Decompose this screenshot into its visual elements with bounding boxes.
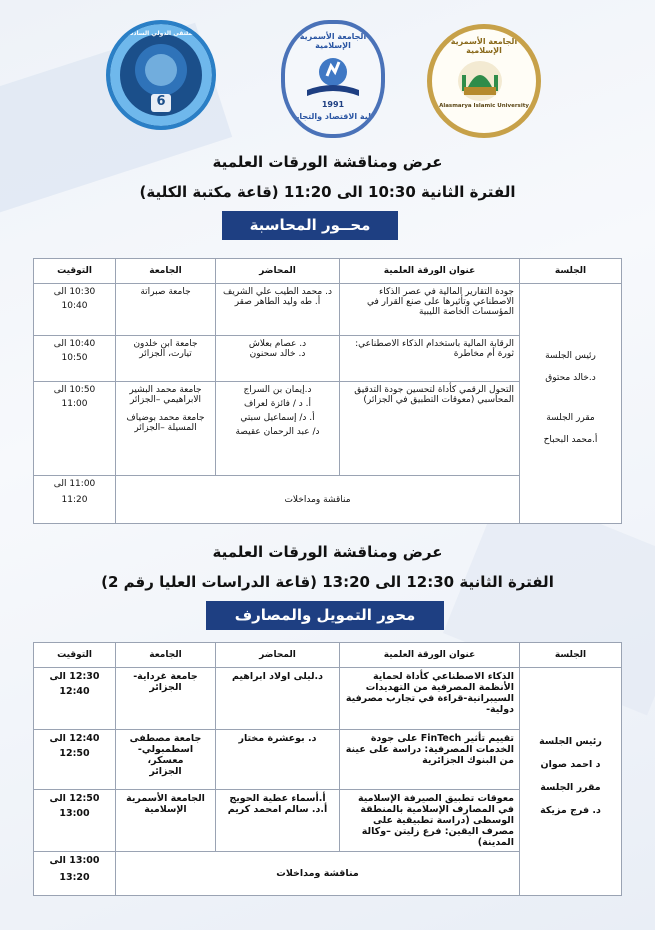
time-end: 11:20: [61, 495, 88, 505]
lecturer-name: أ.د. سالم امحمد كريم: [227, 804, 328, 815]
session-reporter-label: مقرر الجلسة: [546, 412, 595, 423]
university-arc-text: الجامعة الأسمرية الإسلامية: [450, 37, 518, 55]
conference-logo: [106, 20, 216, 130]
university-name: جامعة ابن خلدون: [133, 339, 198, 349]
faculty-year: 1991: [321, 100, 345, 109]
university-name: جامعة صبراتة: [140, 287, 191, 297]
time-start: 11:00 الى: [53, 479, 96, 489]
col-lecturer: المحاضر: [216, 259, 340, 284]
logo-bar: [0, 18, 655, 138]
lecturer-name: د. محمد الطيب علي الشريف: [223, 287, 332, 297]
time-cell: [34, 668, 116, 730]
table-row: [34, 284, 622, 336]
paper-title: الذكاء الاصطناعي كأداة لحماية الأنظمة المصرفية من التهديدات السيبرانية-قراءة في تجارب مصرفية دولية-: [340, 668, 520, 730]
col-time: التوقيت: [34, 643, 116, 668]
time-start: 12:40 الى: [49, 733, 100, 744]
lecturer-name: أ. طه وليد الطاهر صقر: [234, 297, 321, 307]
section2-heading: عرض ومناقشة الورقات العلمية: [212, 543, 443, 561]
time-start: 12:30 الى: [49, 671, 100, 682]
table-row: [34, 668, 622, 730]
university-name: الجزائر: [149, 766, 182, 777]
faculty-arc-text: الجامعة الأسمرية الإسلامية: [299, 32, 367, 50]
table-header-row: [34, 643, 622, 668]
accounting-axis-badge: محــور المحاسبة: [222, 211, 398, 240]
lecturer-cell: [216, 284, 340, 336]
session-reporter: أ.محمد البحباح: [543, 434, 598, 445]
time-cell: [34, 476, 116, 524]
lecturer-cell: [216, 382, 340, 476]
lecturer-name: أ. د / فائزة لعراف: [244, 399, 311, 409]
accounting-schedule-table: [33, 258, 622, 524]
university-cell: [116, 336, 216, 382]
col-university: الجامعة: [116, 643, 216, 668]
lecturer-cell: [216, 336, 340, 382]
university-name: جامعة مصطفى اسطمبولي-معسكر،: [129, 733, 202, 766]
table-header-row: [34, 259, 622, 284]
session-reporter: د. فرج مزيكة: [540, 804, 601, 816]
university-cell: [116, 382, 216, 476]
section2-period: الفترة الثانية 12:30 الى 13:20 (قاعة الدراسات العليا رقم 2): [101, 573, 554, 591]
university-name: الجامعة الأسمرية: [126, 793, 205, 804]
session-cell: [520, 284, 622, 524]
time-end: 10:50: [61, 353, 88, 363]
mosque-icon: [432, 29, 528, 125]
time-end: 11:00: [61, 399, 88, 409]
university-name: الإسلامية: [144, 804, 187, 815]
time-end: 12:50: [59, 748, 90, 759]
session-reporter-label: مقرر الجلسة: [540, 781, 601, 793]
col-title: عنوان الورقة العلمية: [340, 259, 520, 284]
university-name: تيارت، الجزائر: [139, 349, 192, 359]
time-end: 12:40: [59, 686, 90, 697]
university-cell: [116, 790, 216, 852]
time-cell: [34, 852, 116, 896]
col-lecturer: المحاضر: [216, 643, 340, 668]
paper-title: معوقات تطبيق الصيرفة الإسلامية في المصارف الإسلامية بالمنطقة الوسطى (دراسة تطبيقية على مصرف اليقين: فرع زليتن –وكالة المدينة): [340, 790, 520, 852]
time-end: 10:40: [61, 301, 88, 311]
university-cell: [116, 730, 216, 790]
col-time: التوقيت: [34, 259, 116, 284]
lecturer-name: د. بوعشرة مختار: [238, 733, 317, 744]
time-start: 12:50 الى: [49, 793, 100, 804]
lecturer-name: د. خالد سحنون: [249, 349, 306, 359]
session-chair: د احمد صوان: [540, 758, 601, 770]
time-cell: [34, 284, 116, 336]
finance-axis-badge: محور التمويل والمصارف: [206, 601, 444, 630]
lecturer-name: د/ عبد الرحمان عقيصة: [235, 427, 320, 437]
time-start: 10:50 الى: [53, 385, 96, 395]
university-name: الجزائر: [149, 682, 182, 693]
university-name: جامعة غرداية-: [133, 671, 198, 682]
lecturer-name: أ. د/ إسماعيل سبتي: [240, 413, 315, 423]
lecturer-cell: [216, 668, 340, 730]
time-start: 13:00 الى: [49, 855, 100, 866]
section1-period: الفترة الثانية 10:30 الى 11:20 (قاعة مكتبة الكلية): [139, 183, 516, 201]
col-session: الجلسة: [520, 259, 622, 284]
conference-ring-text: الملتقى الدولي السادس: [125, 30, 197, 37]
university-cell: [116, 284, 216, 336]
paper-title: جودة التقارير المالية في عصر الذكاء الاصطناعي وتأثيرها على صنع القرار في المؤسسات الخاصة الليبية: [340, 284, 520, 336]
paper-title: الرقابة المالية باستخدام الذكاء الاصطناعي: ثورة أم مخاطرة: [340, 336, 520, 382]
time-start: 10:30 الى: [53, 287, 96, 297]
discussion-text: مناقشة ومداخلات: [116, 852, 520, 896]
col-university: الجامعة: [116, 259, 216, 284]
faculty-logo: [281, 20, 385, 138]
time-cell: [34, 382, 116, 476]
session-cell: [520, 668, 622, 896]
lecturer-name: أ.أسماء عطية الحويج: [229, 793, 326, 804]
col-session: الجلسة: [520, 643, 622, 668]
time-end: 13:20: [59, 872, 90, 883]
university-latin-text: Alasmarya Islamic University: [439, 103, 529, 109]
paper-title: تقييم تأثير FinTech على جودة الخدمات المصرفية: دراسة على عينة من البنوك الجزائرية: [340, 730, 520, 790]
lecturer-name: د.إيمان بن السراج: [243, 385, 312, 395]
lecturer-name: د. عصام بعلاش: [248, 339, 307, 349]
time-cell: [34, 730, 116, 790]
section1-heading: عرض ومناقشة الورقات العلمية: [212, 153, 443, 171]
university-name: جامعة محمد البشير الابراهيمي –الجزائر: [129, 385, 202, 405]
university-name: جامعة محمد بوضياف المسيلة –الجزائر: [126, 413, 205, 433]
session-chair: د.خالد محتوق: [545, 372, 596, 383]
time-cell: [34, 336, 116, 382]
session-chair-label: رئيس الجلسة: [539, 735, 602, 747]
conference-6-icon: [110, 24, 212, 126]
paper-title: التحول الرقمي كأداة لتحسين جودة التدقيق المحاسبي (معوقات التطبيق في الجزائر): [340, 382, 520, 476]
lecturer-name: د.ليلى اولاد ابراهيم: [231, 671, 324, 682]
discussion-text: مناقشة ومداخلات: [116, 476, 520, 524]
conference-number: 6: [156, 94, 166, 109]
time-end: 13:00: [59, 808, 90, 819]
lecturer-cell: [216, 790, 340, 852]
finance-schedule-table: [33, 642, 622, 896]
faculty-bottom-text: كلية الاقتصاد والتجارة: [290, 112, 376, 121]
lecturer-cell: [216, 730, 340, 790]
time-start: 10:40 الى: [53, 339, 96, 349]
col-title: عنوان الورقة العلمية: [340, 643, 520, 668]
university-cell: [116, 668, 216, 730]
session-chair-label: رئيس الجلسة: [545, 350, 596, 361]
time-cell: [34, 790, 116, 852]
university-logo: [427, 24, 541, 138]
